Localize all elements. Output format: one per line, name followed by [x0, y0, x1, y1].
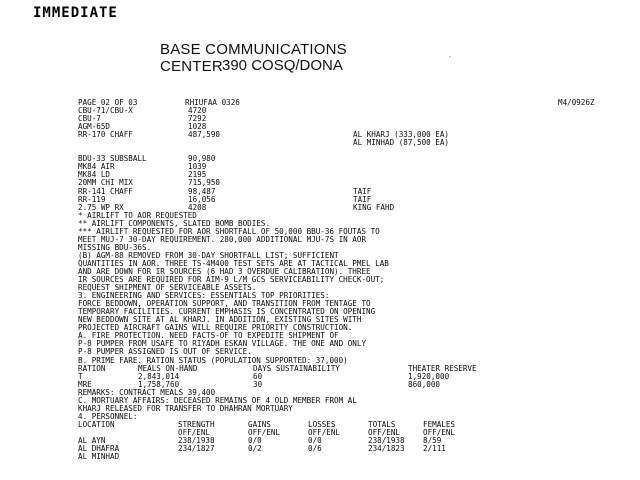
- item-location: AL KHARJ (333,000 EA): [353, 130, 450, 140]
- personnel-cell: OFF/ENL: [248, 427, 281, 437]
- item-quantity: 487,590: [188, 130, 221, 140]
- stray-mark: ,: [449, 52, 451, 59]
- item-name: BDU-33 SUBSBALL: [78, 154, 147, 164]
- personnel-cell: 0/6: [308, 444, 322, 454]
- item-quantity: 715,950: [188, 178, 221, 188]
- item-name: AGM-65D: [78, 122, 111, 132]
- personnel-cell: OFF/ENL: [368, 427, 401, 437]
- text-line-content: FORCE BEDDOWN, OPERATION SUPPORT, AND TRANSITION FROM TENTAGE TO: [78, 299, 371, 309]
- item-location: TAIF: [353, 186, 372, 196]
- item-quantity: 1039: [188, 162, 207, 172]
- ration-cell: THEATER RESERVE: [408, 363, 477, 373]
- ration-cell: MRE: [78, 379, 92, 389]
- date-time-group: M4/0926Z: [558, 98, 595, 107]
- personnel-row: [78, 445, 634, 453]
- personnel-cell: 0/2: [248, 444, 262, 454]
- ration-cell: MEALS ON-HAND: [138, 363, 198, 373]
- item-row: [78, 147, 634, 155]
- text-line-content: TEMPORARY FACILITIES. CURRENT EMPHASIS IS CONCENTRATED ON OPENING: [78, 307, 376, 317]
- ration-cell: 60: [253, 371, 263, 381]
- personnel-cell: 2/111: [423, 444, 446, 454]
- ration-cell: 1,758,760: [138, 379, 180, 389]
- item-quantity: 1028: [188, 122, 207, 132]
- item-name: MK84 AIR: [78, 162, 115, 172]
- ration-cell: 30: [253, 379, 263, 389]
- ration-cell: 2,843,014: [138, 371, 180, 381]
- text-line-content: *** AIRLIFT REQUESTED FOR AOR SHORTFALL OF 50,000 BBU-36 FOUTAS TO: [78, 226, 380, 236]
- personnel-row: [78, 453, 634, 461]
- text-line-content: P-8 PUMPER FROM USAFE TO RIYADH ESKAN VILLAGE. THE ONE AND ONLY: [78, 339, 367, 349]
- text-line-content: KHARJ RELEASED FOR TRANSFER TO DHAHRAN MORTUARY: [78, 403, 293, 413]
- ration-cell: 1,920,000: [408, 371, 450, 381]
- text-line-content: A. FIRE PROTECTION. NEED FACTS-OF TO EXPEDITE SHIPMENT OF: [78, 331, 339, 341]
- personnel-subheader-row: [78, 429, 634, 437]
- personnel-cell: AL DHAFRA: [78, 444, 120, 454]
- text-line-content: QUANTITIES IN AOR. THREE TS-4M400 TEST SETS ARE AT TACTICAL PMEL LAB: [78, 258, 389, 268]
- item-quantity: 16,056: [188, 194, 216, 204]
- text-line-content: (B) AGM-88 REMOVED FROM 30-DAY SHORTFALL LIST; SUFFICIENT: [78, 250, 339, 260]
- item-row: [78, 171, 634, 179]
- personnel-cell: 0/0: [308, 435, 322, 445]
- personnel-cell: 238/1938: [178, 435, 215, 445]
- item-row: [78, 139, 634, 147]
- communications-center-title: BASE COMMUNICATIONS CENTER: [160, 41, 347, 75]
- item-name: 20MM CHI MIX: [78, 178, 133, 188]
- personnel-cell: 0/0: [248, 435, 262, 445]
- text-line-content: P-8 PUMPER ASSIGNED IS OUT OF SERVICE.: [78, 347, 252, 357]
- text-line-content: * AIRLIFT TO AOR REQUESTED: [78, 210, 197, 220]
- personnel-cell: 238/1938: [368, 435, 405, 445]
- unit-designator: 390 COSQ/DONA: [222, 57, 343, 74]
- ration-cell: 860,000: [408, 379, 441, 389]
- ration-cell: RATION: [78, 363, 106, 373]
- ration-cell: DAYS SUSTAINABILITY: [253, 363, 340, 373]
- item-location: KING FAHD: [353, 202, 395, 212]
- personnel-cell: LOSSES: [308, 419, 336, 429]
- item-name: MK84 LD: [78, 170, 111, 180]
- personnel-cell: 234/1823: [368, 444, 405, 454]
- personnel-cell: OFF/ENL: [423, 427, 456, 437]
- personnel-row: [78, 437, 634, 445]
- personnel-cell: OFF/ENL: [308, 427, 341, 437]
- item-row: [78, 107, 634, 115]
- page-number: PAGE 02 OF 03: [78, 98, 138, 107]
- item-quantity: 4720: [188, 106, 207, 116]
- text-line-content: ** AIRLIFT COMPONENTS, SLATED BOMB BODIES.: [78, 218, 271, 228]
- text-line: [78, 413, 634, 421]
- text-line-content: NEW BEDDOWN SITE AT AL KHARJ. IN ADDITION, EXISTING SITES WITH: [78, 315, 362, 325]
- item-location: AL MINHAD (87,500 EA): [353, 138, 450, 148]
- ration-remarks-text: REMARKS: CONTRACT MEALS 39,400: [78, 387, 216, 397]
- personnel-cell: OFF/ENL: [178, 427, 211, 437]
- text-line-content: B. PRIME FARE. RATION STATUS (POPULATION SUPPORTED: 37,000): [78, 355, 348, 365]
- message-body: [78, 99, 634, 461]
- ration-cell: T: [78, 371, 83, 381]
- item-row: [78, 163, 634, 171]
- text-line-content: 3. ENGINEERING AND SERVICES: ESSENTIALS TOP PRIORITIES:: [78, 291, 330, 301]
- item-name: CBU-7: [78, 114, 101, 124]
- page-line: [78, 99, 634, 107]
- text-line-content: C. MORTUARY AFFAIRS: DECEASED REMAINS OF 4 OLD MEMBER FROM AL: [78, 395, 357, 405]
- item-name: RR-141 CHAFF: [78, 186, 133, 196]
- item-row: [78, 115, 634, 123]
- precedence-marking: IMMEDIATE: [33, 5, 118, 21]
- text-line: [78, 236, 634, 244]
- text-line-content: IR SOURCES ARE REQUIRED FOR AIM-9 L/M GCS SERVICEABILITY CHECK-OUT;: [78, 275, 385, 285]
- personnel-cell: 8/59: [423, 435, 442, 445]
- personnel-cell: 234/1827: [178, 444, 215, 454]
- personnel-header-row: [78, 421, 634, 429]
- item-quantity: 2195: [188, 170, 207, 180]
- text-line-content: PROJECTED AIRCRAFT GAINS WILL REQUIRE PRIORITY CONSTRUCTION.: [78, 323, 353, 333]
- message-id: RHIUFAA 0326: [185, 98, 240, 107]
- item-quantity: 7292: [188, 114, 207, 124]
- item-name: RR-170 CHAFF: [78, 130, 133, 140]
- item-name: CBU-71/CBU-X: [78, 106, 133, 116]
- personnel-cell: AL MINHAD: [78, 452, 120, 462]
- item-quantity: 4208: [188, 202, 207, 212]
- personnel-cell: GAINS: [248, 419, 271, 429]
- item-name: RR-119: [78, 194, 106, 204]
- item-location: TAIF: [353, 194, 372, 204]
- text-line-content: AND ARE DOWN FOR IR SOURCES (6 HAD 3 OVERDUE CALIBRATION). THREE: [78, 266, 371, 276]
- personnel-cell: FEMALES: [423, 419, 456, 429]
- text-line-content: REQUEST SHIPMENT OF SERVICEABLE ASSETS.: [78, 283, 257, 293]
- personnel-cell: LOCATION: [78, 419, 115, 429]
- item-quantity: 98,487: [188, 186, 216, 196]
- text-line-content: MEET MUJ-7 30-DAY REQUIREMENT. 280,000 ADDITIONAL MJU-7S IN AOR: [78, 234, 367, 244]
- text-line-content: 4. PERSONNEL:: [78, 411, 138, 421]
- personnel-cell: TOTALS: [368, 419, 396, 429]
- item-row: [78, 155, 634, 163]
- item-name: 2.75 WP RX: [78, 202, 124, 212]
- item-quantity: 90,980: [188, 154, 216, 164]
- text-line-content: MISSING BDU-36S.: [78, 242, 152, 252]
- personnel-cell: STRENGTH: [178, 419, 215, 429]
- personnel-cell: AL AYN: [78, 435, 106, 445]
- text-line: [78, 405, 634, 413]
